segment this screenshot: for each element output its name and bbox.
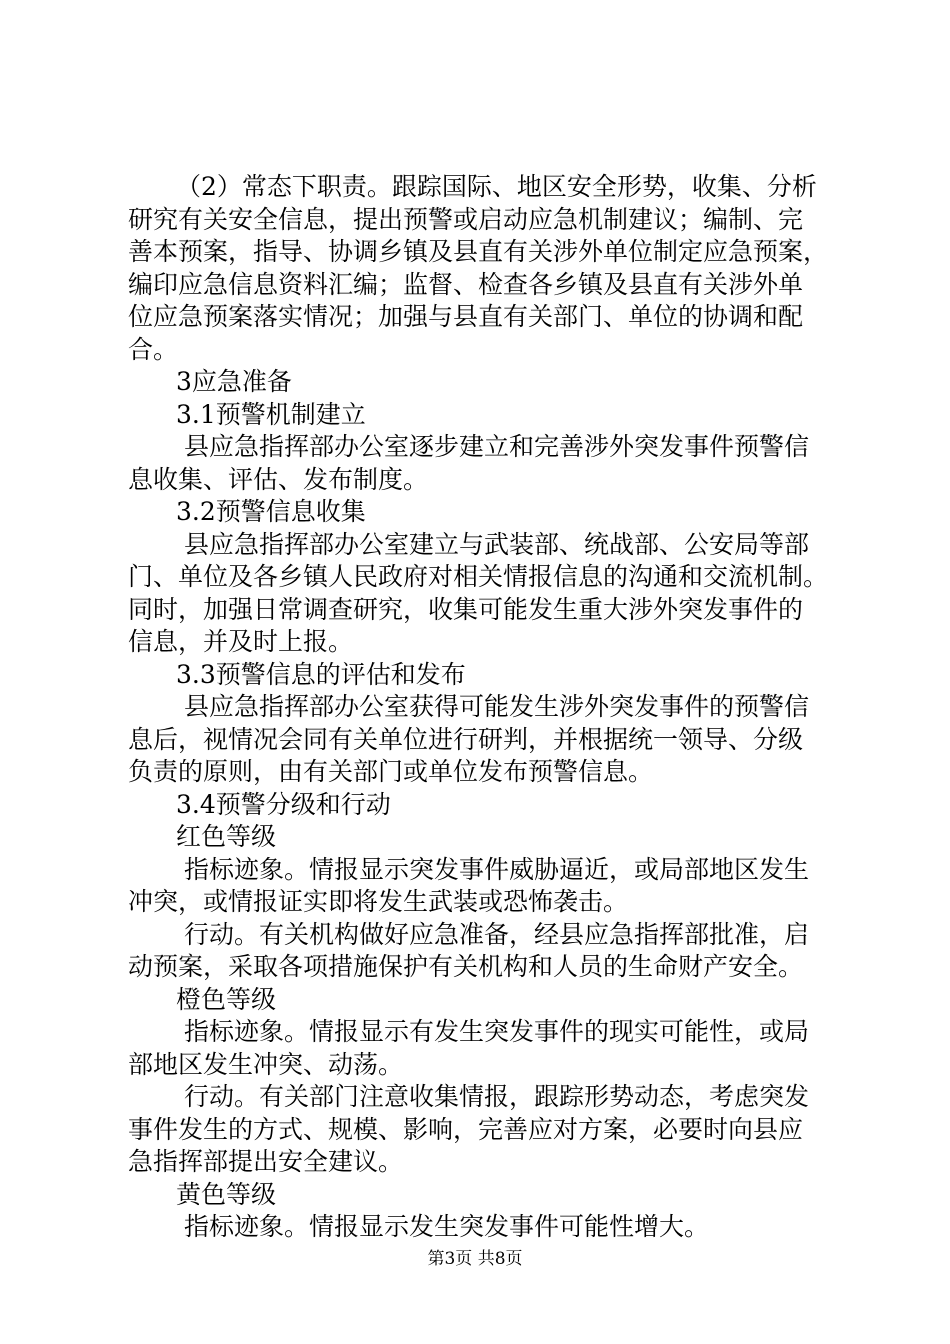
text-line: 红色等级 bbox=[176, 822, 277, 851]
text-line: 研究有关安全信息，提出预警或启动应急机制建议；编制、完 bbox=[128, 204, 804, 234]
text-line: 善本预案，指导、协调乡镇及县直有关涉外单位制定应急预案， bbox=[128, 237, 829, 266]
text-line: 县应急指挥部办公室逐步建立和完善涉外突发事件预警信 bbox=[184, 432, 810, 461]
text-line: 3.2预警信息收集 bbox=[176, 497, 366, 526]
text-line: 动预案，采取各项措施保护有关机构和人员的生命财产安全。 bbox=[128, 952, 804, 981]
page-footer: 第3页 共8页 bbox=[427, 1249, 523, 1269]
text-line: 负责的原则，由有关部门或单位发布预警信息。 bbox=[128, 757, 654, 786]
text-line: 合。 bbox=[128, 334, 179, 364]
text-line: 县应急指挥部办公室获得可能发生涉外突发事件的预警信 bbox=[184, 692, 810, 721]
text-line: （2）常态下职责。跟踪国际、地区安全形势，收集、分析 bbox=[176, 172, 817, 201]
text-line: 3.3预警信息的评估和发布 bbox=[176, 659, 466, 689]
text-line: 橙色等级 bbox=[176, 984, 277, 1014]
text-line: 编印应急信息资料汇编；监督、检查各乡镇及县直有关涉外单 bbox=[128, 269, 804, 299]
text-line: 3.4预警分级和行动 bbox=[176, 789, 391, 819]
text-line: 指标迹象。情报显示突发事件威胁逼近，或局部地区发生 bbox=[184, 854, 810, 884]
text-line: 冲突，或情报证实即将发生武装或恐怖袭击。 bbox=[128, 887, 629, 916]
text-line: 3应急准备 bbox=[176, 367, 292, 396]
text-line: 信息，并及时上报。 bbox=[128, 627, 354, 656]
text-line: 行动。有关部门注意收集情报，跟踪形势动态，考虑突发 bbox=[184, 1082, 810, 1111]
text-line: 县应急指挥部办公室建立与武装部、统战部、公安局等部 bbox=[184, 529, 810, 559]
text-line: 门、单位及各乡镇人民政府对相关情报信息的沟通和交流机制。 bbox=[128, 562, 829, 591]
text-line: 急指挥部提出安全建议。 bbox=[128, 1147, 404, 1176]
text-line: 3.1预警机制建立 bbox=[176, 399, 366, 429]
text-line: 位应急预案落实情况；加强与县直有关部门、单位的协调和配 bbox=[128, 302, 804, 331]
document-body bbox=[128, 171, 848, 1244]
text-line: 事件发生的方式、规模、影响，完善应对方案，必要时向县应 bbox=[128, 1114, 804, 1144]
text-line: 息收集、评估、发布制度。 bbox=[128, 464, 429, 494]
text-line: 部地区发生冲突、动荡。 bbox=[128, 1049, 404, 1079]
text-line: 指标迹象。情报显示有发生突发事件的现实可能性，或局 bbox=[184, 1017, 810, 1046]
text-line: 同时，加强日常调查研究，收集可能发生重大涉外突发事件的 bbox=[128, 594, 804, 624]
text-line: 指标迹象。情报显示发生突发事件可能性增大。 bbox=[184, 1212, 710, 1241]
text-line: 息后，视情况会同有关单位进行研判，并根据统一领导、分级 bbox=[128, 724, 804, 754]
text-line: 行动。有关机构做好应急准备，经县应急指挥部批准，启 bbox=[184, 919, 810, 949]
text-line: 黄色等级 bbox=[176, 1179, 277, 1209]
